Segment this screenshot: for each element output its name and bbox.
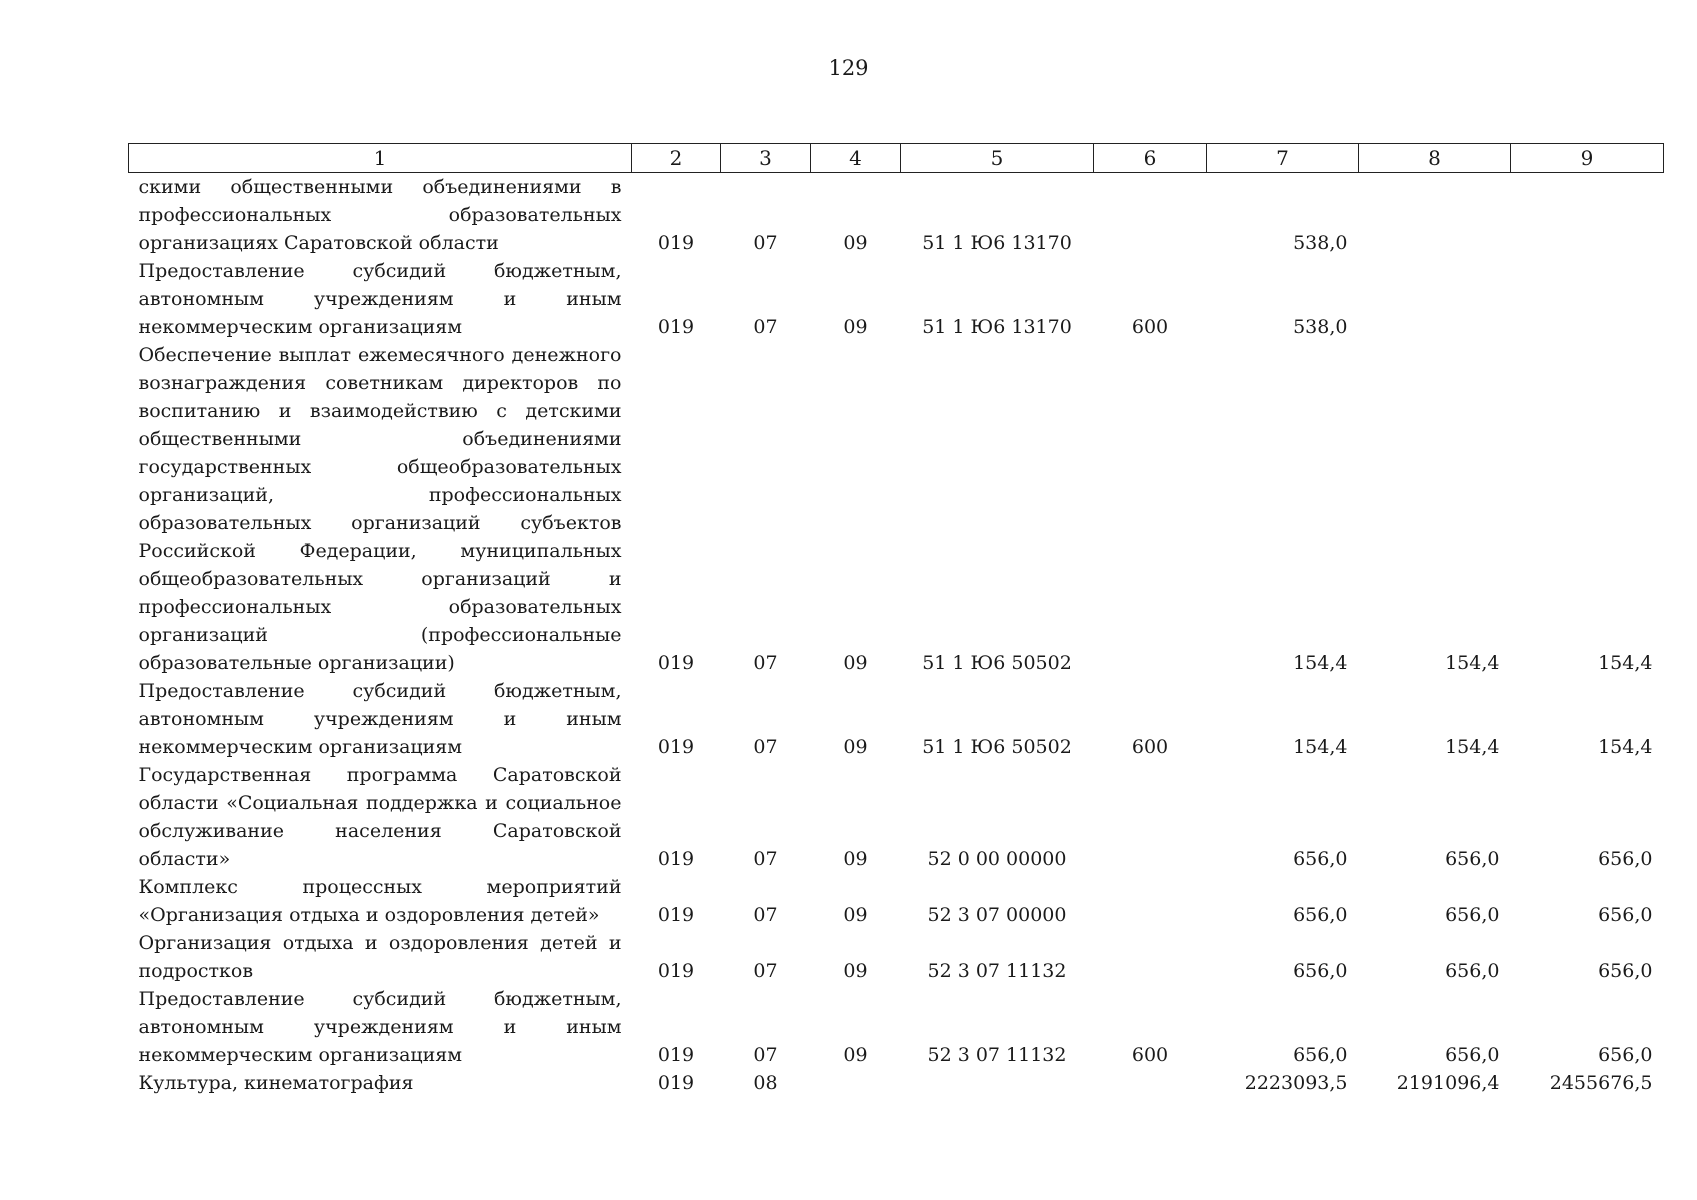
- amount-cell: [1359, 173, 1511, 258]
- amount-cell: 154,4: [1293, 736, 1348, 758]
- table-row: [129, 873, 1664, 929]
- target-article-cell: 52 0 00 00000: [927, 848, 1067, 870]
- section-code-cell: 08: [753, 1072, 778, 1094]
- table-row: [129, 985, 1664, 1069]
- section-code-cell: 07: [753, 960, 778, 982]
- ministry-code-cell: 019: [657, 736, 695, 758]
- target-article-cell: 51 1 Ю6 50502: [922, 736, 1072, 758]
- amount-cell: 154,4: [1445, 736, 1500, 758]
- amount-cell: 2191096,4: [1396, 1072, 1500, 1094]
- section-code-cell: 07: [753, 1044, 778, 1066]
- amount-cell: 656,0: [1293, 1044, 1348, 1066]
- column-header: 3: [721, 144, 811, 173]
- column-header: 5: [901, 144, 1094, 173]
- expense-type-cell: [1094, 761, 1207, 873]
- amount-cell: 656,0: [1445, 960, 1500, 982]
- subsection-code-cell: 09: [843, 736, 868, 758]
- ministry-code-cell: 019: [657, 652, 695, 674]
- section-code-cell: 07: [753, 904, 778, 926]
- row-name-cell: Предоставление субсидий бюджетным, автономным учреждениям и иным некоммерческим организациям: [138, 988, 622, 1066]
- subsection-code-cell: 09: [843, 1044, 868, 1066]
- table-row: [129, 173, 1664, 258]
- subsection-code-cell: 09: [843, 904, 868, 926]
- amount-cell: 154,4: [1293, 652, 1348, 674]
- section-code-cell: 07: [753, 316, 778, 338]
- row-name-cell: скими общественными объединениями в профессиональных образовательных организациях Саратовской области: [138, 176, 622, 254]
- column-header: 4: [811, 144, 901, 173]
- row-name-cell: Организация отдыха и оздоровления детей и подростков: [138, 932, 622, 982]
- section-code-cell: 07: [753, 848, 778, 870]
- subsection-code-cell: 09: [843, 232, 868, 254]
- table-row: [129, 677, 1664, 761]
- expense-type-cell: [1094, 873, 1207, 929]
- amount-cell: [1511, 257, 1664, 341]
- target-article-cell: 52 3 07 11132: [927, 1044, 1067, 1066]
- amount-cell: 656,0: [1445, 904, 1500, 926]
- table-row: [129, 761, 1664, 873]
- subsection-code-cell: 09: [843, 848, 868, 870]
- expense-type-cell: [1094, 929, 1207, 985]
- row-name-cell: Обеспечение выплат ежемесячного денежного вознаграждения советникам директоров по воспитанию и взаимодействию с детскими общественными объединениями государственных общеобразовательных организаций, профессиональных образовательных организаций субъектов Российской Федерации, муниципальных общеобразовательных организаций и профессиональных образовательных организаций (профессиональные образовательные организации): [138, 344, 622, 674]
- expense-type-cell: 600: [1131, 316, 1169, 338]
- row-name-cell: Культура, кинематография: [138, 1072, 414, 1094]
- ministry-code-cell: 019: [657, 848, 695, 870]
- target-article-cell: 51 1 Ю6 13170: [922, 232, 1072, 254]
- amount-cell: 656,0: [1293, 904, 1348, 926]
- ministry-code-cell: 019: [657, 316, 695, 338]
- row-name-cell: Государственная программа Саратовской области «Социальная поддержка и социальное обслуживание населения Саратовской области»: [138, 764, 622, 870]
- amount-cell: 154,4: [1598, 736, 1653, 758]
- column-header: 8: [1359, 144, 1511, 173]
- subsection-code-cell: 09: [843, 960, 868, 982]
- amount-cell: 656,0: [1293, 848, 1348, 870]
- subsection-code-cell: 09: [843, 652, 868, 674]
- table-row: [129, 257, 1664, 341]
- section-code-cell: 07: [753, 232, 778, 254]
- target-article-cell: 52 3 07 11132: [927, 960, 1067, 982]
- amount-cell: 2223093,5: [1244, 1072, 1348, 1094]
- column-header: 9: [1511, 144, 1664, 173]
- amount-cell: [1359, 257, 1511, 341]
- ministry-code-cell: 019: [657, 960, 695, 982]
- amount-cell: 2455676,5: [1549, 1072, 1653, 1094]
- amount-cell: 656,0: [1598, 904, 1653, 926]
- table-row: [129, 929, 1664, 985]
- amount-cell: 656,0: [1598, 960, 1653, 982]
- row-name-cell: Комплекс процессных мероприятий «Организация отдыха и оздоровления детей»: [138, 876, 622, 926]
- page-number: 129: [828, 56, 869, 80]
- amount-cell: 538,0: [1293, 316, 1348, 338]
- expense-type-cell: 600: [1131, 1044, 1169, 1066]
- amount-cell: [1511, 173, 1664, 258]
- column-header: 7: [1207, 144, 1359, 173]
- subsection-code-cell: [811, 1069, 901, 1097]
- budget-table: [128, 143, 1664, 1097]
- amount-cell: 154,4: [1445, 652, 1500, 674]
- section-code-cell: 07: [753, 736, 778, 758]
- target-article-cell: 51 1 Ю6 13170: [922, 316, 1072, 338]
- target-article-cell: [901, 1069, 1094, 1097]
- expense-type-cell: [1094, 1069, 1207, 1097]
- section-code-cell: 07: [753, 652, 778, 674]
- column-header: 6: [1094, 144, 1207, 173]
- column-header: 1: [129, 144, 632, 173]
- amount-cell: 656,0: [1445, 848, 1500, 870]
- amount-cell: 154,4: [1598, 652, 1653, 674]
- target-article-cell: 51 1 Ю6 50502: [922, 652, 1072, 674]
- row-name-cell: Предоставление субсидий бюджетным, автономным учреждениям и иным некоммерческим организациям: [138, 260, 622, 338]
- amount-cell: 656,0: [1598, 1044, 1653, 1066]
- row-name-cell: Предоставление субсидий бюджетным, автономным учреждениям и иным некоммерческим организациям: [138, 680, 622, 758]
- column-header: 2: [632, 144, 721, 173]
- amount-cell: 656,0: [1293, 960, 1348, 982]
- expense-type-cell: [1094, 173, 1207, 258]
- ministry-code-cell: 019: [657, 1072, 695, 1094]
- column-number-header: [129, 144, 1664, 173]
- ministry-code-cell: 019: [657, 1044, 695, 1066]
- ministry-code-cell: 019: [657, 232, 695, 254]
- subsection-code-cell: 09: [843, 316, 868, 338]
- expense-type-cell: [1094, 341, 1207, 677]
- amount-cell: 656,0: [1598, 848, 1653, 870]
- amount-cell: 656,0: [1445, 1044, 1500, 1066]
- table-row: [129, 341, 1664, 677]
- ministry-code-cell: 019: [657, 904, 695, 926]
- expense-type-cell: 600: [1131, 736, 1169, 758]
- target-article-cell: 52 3 07 00000: [927, 904, 1067, 926]
- amount-cell: 538,0: [1293, 232, 1348, 254]
- table-row: [129, 1069, 1664, 1097]
